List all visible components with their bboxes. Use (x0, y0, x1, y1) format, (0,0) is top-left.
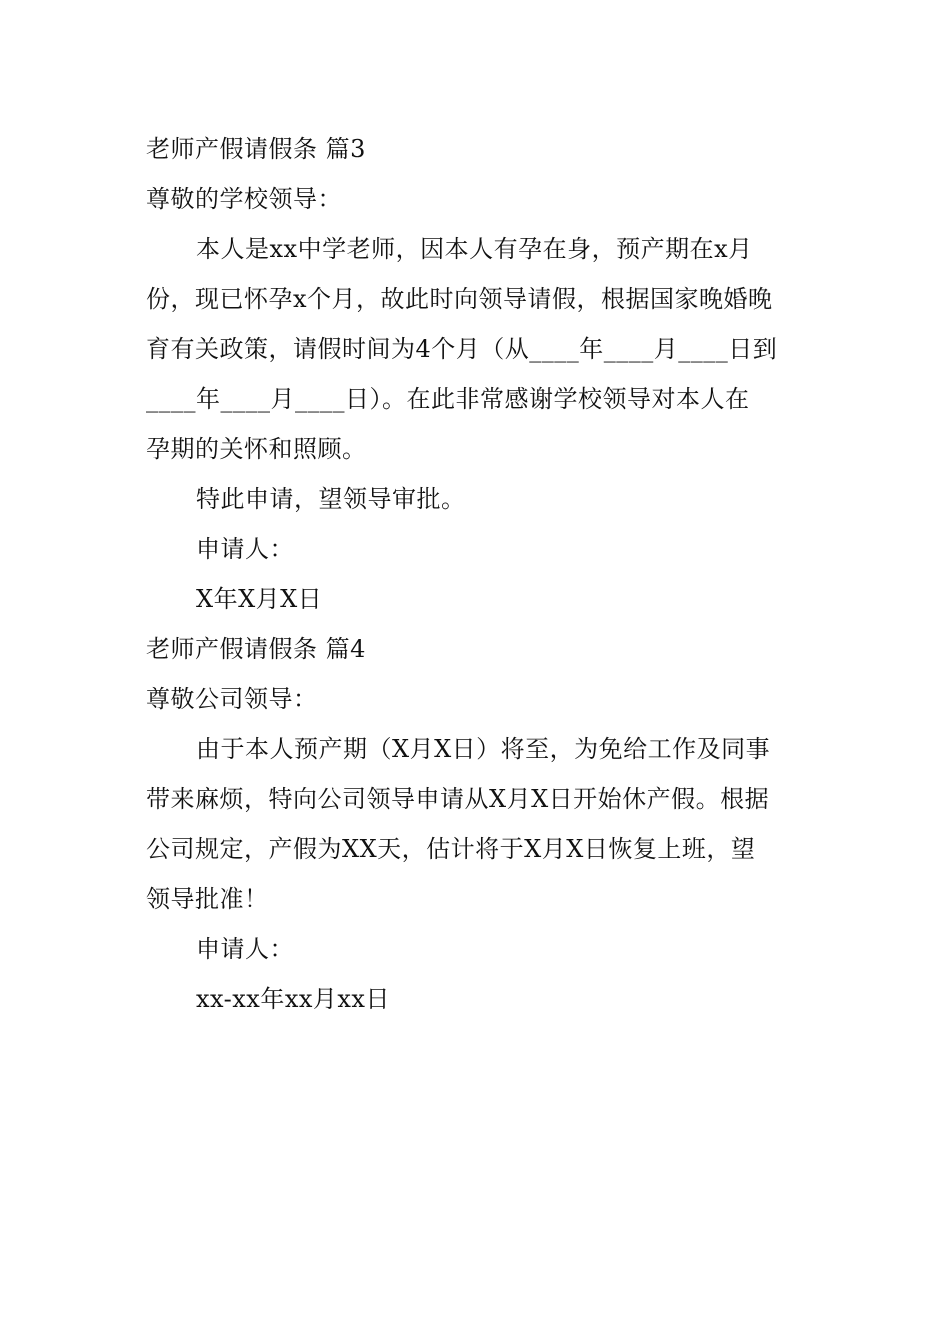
section3-heading: 老师产假请假条 篇3 (146, 135, 366, 163)
section4-body-line-3: 公司规定，产假为XX天，估计将于X月X日恢复上班，望 (146, 835, 756, 863)
section3-salutation: 尊敬的学校领导： (146, 185, 342, 213)
section3-body-line-5: 孕期的关怀和照顾。 (146, 435, 367, 463)
section3-date: X年X月X日 (196, 585, 323, 613)
section4-body-line-2: 带来麻烦，特向公司领导申请从X月X日开始休产假。根据 (146, 785, 770, 813)
section3-applicant-label: 申请人： (196, 535, 294, 563)
section3-body-line-1: 本人是xx中学老师，因本人有孕在身，预产期在x月 (196, 235, 753, 263)
section3-body-line-3: 育有关政策，请假时间为4个月（从____年____月____日到 (146, 335, 778, 363)
section4-applicant-label: 申请人： (196, 935, 294, 963)
section4-heading: 老师产假请假条 篇4 (146, 635, 366, 663)
section4-salutation: 尊敬公司领导： (146, 685, 318, 713)
section4-date: xx-xx年xx月xx日 (196, 985, 390, 1013)
section3-closing: 特此申请，望领导审批。 (196, 485, 466, 513)
section3-body-line-4: ____年____月____日）。在此非常感谢学校领导对本人在 (146, 385, 750, 413)
section4-body-line-1: 由于本人预产期（X月X日）将至，为免给工作及同事 (196, 735, 771, 763)
section4-body-line-4: 领导批准！ (146, 885, 269, 913)
section3-body-line-2: 份，现已怀孕x个月，故此时向领导请假，根据国家晚婚晚 (146, 285, 773, 313)
